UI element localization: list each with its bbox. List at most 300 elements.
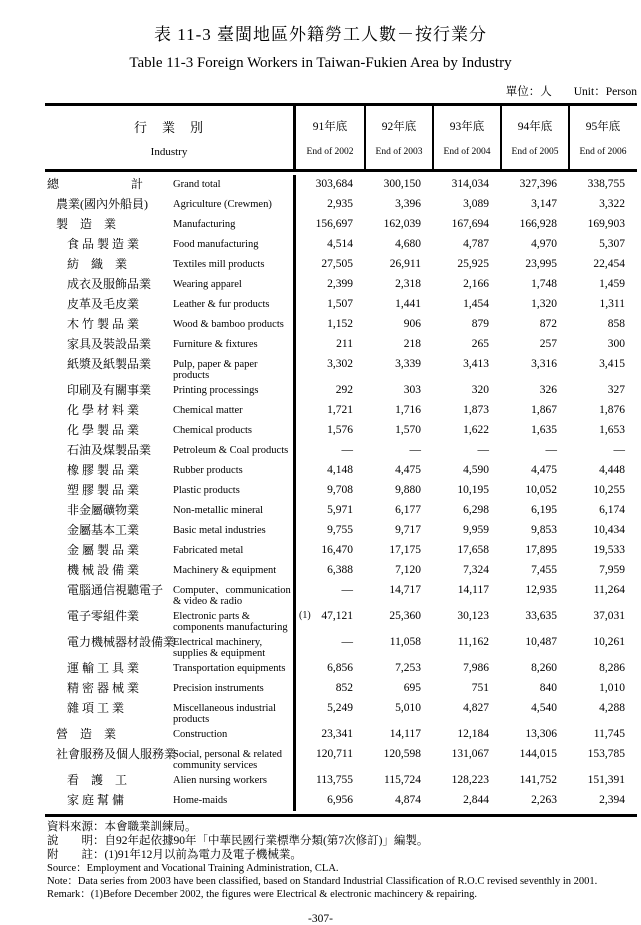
value-cell xyxy=(296,295,364,315)
value-cell xyxy=(432,561,500,581)
value-text: 10,255 xyxy=(593,484,625,496)
value-cell xyxy=(296,501,364,521)
value-cell xyxy=(296,175,364,195)
value-text: 751 xyxy=(471,682,489,694)
value-text: 23,995 xyxy=(525,258,557,270)
value-text: 25,925 xyxy=(457,258,489,270)
value-cell xyxy=(296,659,364,679)
table-row xyxy=(45,699,637,725)
value-cell xyxy=(432,461,500,481)
value-cell xyxy=(432,381,500,401)
industry-name-english: Plastic products xyxy=(173,485,240,496)
value-text: 211 xyxy=(336,338,353,350)
value-cell xyxy=(364,561,432,581)
value-cell xyxy=(500,381,568,401)
value-cell xyxy=(296,633,364,659)
value-text: 156,697 xyxy=(315,218,353,230)
value-text: 1,570 xyxy=(395,424,421,436)
value-text: 9,755 xyxy=(327,524,353,536)
value-cell xyxy=(500,581,568,607)
value-text: 327 xyxy=(607,384,625,396)
value-text: 840 xyxy=(539,682,557,694)
value-text: 13,306 xyxy=(525,728,557,740)
industry-name-english: Furniture & fixtures xyxy=(173,339,258,350)
value-cell xyxy=(500,215,568,235)
table-row xyxy=(45,195,637,215)
value-cell xyxy=(296,195,364,215)
value-text: 1,576 xyxy=(327,424,353,436)
value-cell xyxy=(432,195,500,215)
year-column-header xyxy=(364,106,432,169)
year-label-chinese: 95年底 xyxy=(585,121,621,134)
value-cell xyxy=(500,725,568,745)
value-text: 115,724 xyxy=(384,774,421,786)
table-row xyxy=(45,461,637,481)
value-cell xyxy=(364,581,432,607)
value-text: 6,388 xyxy=(327,564,353,576)
value-text: 858 xyxy=(607,318,625,330)
industry-name-english: Manufacturing xyxy=(173,219,236,230)
value-text: 47,121 xyxy=(321,610,353,622)
value-cell xyxy=(500,633,568,659)
industry-name-english: Electrical machinery, supplies & equipment xyxy=(173,637,266,659)
table-row xyxy=(45,521,637,541)
value-text: 25,360 xyxy=(389,610,421,622)
value-cell xyxy=(432,501,500,521)
value-text: 338,755 xyxy=(587,178,625,190)
value-cell xyxy=(500,607,568,633)
value-cell xyxy=(364,441,432,461)
value-text: 113,755 xyxy=(316,774,353,786)
value-cell xyxy=(296,421,364,441)
value-text: 9,717 xyxy=(395,524,421,536)
value-text: 7,324 xyxy=(463,564,489,576)
value-cell xyxy=(364,771,432,791)
value-text: 2,844 xyxy=(463,794,489,806)
table-row xyxy=(45,725,637,745)
value-cell xyxy=(296,745,364,771)
value-text: 1,721 xyxy=(327,404,353,416)
value-text: 303 xyxy=(403,384,421,396)
value-cell xyxy=(500,441,568,461)
value-cell xyxy=(500,501,568,521)
industry-name-chinese: 電力機械器材設備業 xyxy=(67,635,176,649)
table-row xyxy=(45,541,637,561)
industry-name-chinese: 紙漿及紙製品業 xyxy=(67,357,152,371)
explanation-note-chinese: 說 明：自92年起依據90年「中華民國行業標準分類(第7次修訂)」編製。 xyxy=(47,835,429,847)
industry-cell xyxy=(45,421,296,441)
value-cell xyxy=(364,335,432,355)
value-cell xyxy=(364,401,432,421)
value-cell xyxy=(296,315,364,335)
value-text: 3,415 xyxy=(599,358,625,370)
value-text: 10,434 xyxy=(593,524,625,536)
value-cell xyxy=(296,335,364,355)
value-text: 218 xyxy=(403,338,421,350)
value-cell xyxy=(568,315,636,335)
value-cell xyxy=(500,295,568,315)
industry-header-chinese: 行 業 別 xyxy=(133,119,204,135)
year-label-english: End of 2003 xyxy=(375,146,423,157)
value-cell xyxy=(500,461,568,481)
value-cell xyxy=(568,275,636,295)
value-text: 303,684 xyxy=(315,178,353,190)
value-text: 2,166 xyxy=(463,278,489,290)
table-row xyxy=(45,175,637,195)
value-text: 2,394 xyxy=(599,794,625,806)
explanation-note-english: Note：Data series from 2003 have been classified, based on Standard Industrial Classification of R.O.C revised seventhly in 2001. xyxy=(47,876,598,887)
value-cell xyxy=(296,235,364,255)
industry-name-english: Basic metal industries xyxy=(173,525,266,536)
value-cell xyxy=(364,791,432,811)
value-cell xyxy=(500,699,568,725)
industry-name-english: Wearing apparel xyxy=(173,279,242,290)
unit-label-chinese: 單位：人 xyxy=(505,86,552,98)
unit-note xyxy=(45,85,637,103)
value-text: 9,959 xyxy=(463,524,489,536)
industry-header-english: Industry xyxy=(150,146,188,159)
value-cell xyxy=(568,501,636,521)
title-english: Table 11-3 Foreign Workers in Taiwan-Fukien Area by Industry xyxy=(129,55,512,71)
value-text: 2,263 xyxy=(531,794,557,806)
value-cell xyxy=(568,581,636,607)
value-cell xyxy=(500,355,568,381)
value-text: 3,316 xyxy=(531,358,557,370)
value-cell xyxy=(568,355,636,381)
industry-cell xyxy=(45,335,296,355)
industry-cell xyxy=(45,679,296,699)
industry-name-chinese: 印刷及有關事業 xyxy=(67,383,152,397)
value-cell xyxy=(296,255,364,275)
industry-name-chinese: 木 竹 製 品 業 xyxy=(67,317,140,331)
value-cell xyxy=(568,679,636,699)
industry-name-chinese: 成衣及服飾品業 xyxy=(67,277,152,291)
industry-name-english: Grand total xyxy=(173,179,221,190)
value-cell xyxy=(364,607,432,633)
table-row xyxy=(45,561,637,581)
value-text: 3,339 xyxy=(395,358,421,370)
industry-cell xyxy=(45,275,296,295)
table-area xyxy=(45,85,637,901)
value-cell xyxy=(432,607,500,633)
value-text: 14,117 xyxy=(457,584,489,596)
value-text: 4,148 xyxy=(327,464,353,476)
value-text: 852 xyxy=(335,682,353,694)
value-cell xyxy=(296,521,364,541)
value-cell xyxy=(568,607,636,633)
table-row xyxy=(45,581,637,607)
value-text: 3,089 xyxy=(463,198,489,210)
value-text: 10,195 xyxy=(457,484,489,496)
table-row xyxy=(45,633,637,659)
value-text: 10,487 xyxy=(525,636,557,648)
value-cell xyxy=(568,659,636,679)
value-text: 3,413 xyxy=(463,358,489,370)
value-cell xyxy=(296,461,364,481)
value-text: 8,286 xyxy=(599,662,625,674)
value-cell xyxy=(364,295,432,315)
value-text: — xyxy=(341,584,353,596)
value-cell xyxy=(432,275,500,295)
value-cell xyxy=(364,659,432,679)
value-cell xyxy=(432,521,500,541)
value-text: 1,622 xyxy=(463,424,489,436)
value-text: 7,253 xyxy=(395,662,421,674)
industry-cell xyxy=(45,441,296,461)
value-text: 4,514 xyxy=(327,238,353,250)
value-cell xyxy=(500,275,568,295)
industry-name-english: Textiles mill products xyxy=(173,259,265,270)
value-text: 4,827 xyxy=(463,702,489,714)
year-label-english: End of 2006 xyxy=(579,146,627,157)
industry-name-chinese: 家具及裝設品業 xyxy=(67,337,152,351)
table-row xyxy=(45,481,637,501)
industry-name-english: Electronic parts & components manufacturing xyxy=(173,611,288,633)
value-text: 4,288 xyxy=(599,702,625,714)
value-cell xyxy=(500,659,568,679)
value-text: 1,635 xyxy=(531,424,557,436)
value-text: 4,680 xyxy=(395,238,421,250)
value-text: 167,694 xyxy=(451,218,489,230)
value-cell xyxy=(432,335,500,355)
value-cell xyxy=(432,633,500,659)
value-cell xyxy=(364,275,432,295)
table-row xyxy=(45,791,637,811)
industry-cell xyxy=(45,481,296,501)
value-text: 7,455 xyxy=(531,564,557,576)
value-text: 4,540 xyxy=(531,702,557,714)
year-label-chinese: 93年底 xyxy=(449,121,485,134)
value-text: 1,311 xyxy=(599,298,625,310)
industry-name-chinese: 皮革及毛皮業 xyxy=(67,297,140,311)
industry-cell xyxy=(45,381,296,401)
value-cell xyxy=(500,521,568,541)
value-text: 120,711 xyxy=(316,748,353,760)
value-text: 120,598 xyxy=(383,748,421,760)
industry-cell xyxy=(45,215,296,235)
industry-name-chinese: 精 密 器 械 業 xyxy=(67,681,140,695)
year-column-headers xyxy=(296,106,637,169)
remark-note-chinese: 附 註：(1)91年12月以前為電力及電子機械業。 xyxy=(47,849,302,861)
value-text: 166,928 xyxy=(519,218,557,230)
page-number: -307- xyxy=(308,913,333,925)
value-cell xyxy=(364,501,432,521)
value-text: 14,717 xyxy=(389,584,421,596)
value-text: — xyxy=(409,444,421,456)
value-text: 314,034 xyxy=(451,178,489,190)
industry-name-english: Wood & bamboo products xyxy=(173,319,284,330)
value-text: — xyxy=(477,444,489,456)
industry-name-english: Leather & fur products xyxy=(173,299,270,310)
value-cell xyxy=(296,561,364,581)
year-label-english: End of 2002 xyxy=(306,146,354,157)
value-cell xyxy=(296,699,364,725)
industry-cell xyxy=(45,745,296,771)
value-text: 5,249 xyxy=(327,702,353,714)
value-text: 6,298 xyxy=(463,504,489,516)
industry-name-chinese: 雜 項 工 業 xyxy=(67,701,125,715)
value-text: 4,590 xyxy=(463,464,489,476)
value-cell xyxy=(296,771,364,791)
year-label-english: End of 2005 xyxy=(511,146,559,157)
industry-name-chinese: 化 學 材 料 業 xyxy=(67,403,140,417)
value-text: 4,475 xyxy=(395,464,421,476)
table-row xyxy=(45,235,637,255)
value-cell xyxy=(364,421,432,441)
value-text: 141,752 xyxy=(519,774,557,786)
industry-name-chinese: 家 庭 幫 傭 xyxy=(67,793,125,807)
industry-name-chinese: 電腦通信視聽電子 xyxy=(67,583,164,597)
table-row xyxy=(45,501,637,521)
industry-name-chinese: 總 計 xyxy=(47,177,144,191)
footnote-marker: (1) xyxy=(299,610,311,621)
value-text: 6,177 xyxy=(395,504,421,516)
value-cell xyxy=(500,255,568,275)
industry-name-chinese: 非金屬礦物業 xyxy=(67,503,140,517)
value-text: 12,184 xyxy=(457,728,489,740)
value-text: 1,441 xyxy=(395,298,421,310)
value-cell xyxy=(364,175,432,195)
industry-cell xyxy=(45,659,296,679)
table-row xyxy=(45,607,637,633)
data-table xyxy=(45,103,637,817)
value-text: 11,264 xyxy=(593,584,625,596)
industry-name-english: Computer、communication & video & radio xyxy=(173,585,291,607)
value-text: 4,787 xyxy=(463,238,489,250)
value-cell xyxy=(432,725,500,745)
value-cell xyxy=(568,401,636,421)
industry-cell xyxy=(45,255,296,275)
value-cell xyxy=(296,725,364,745)
remark-note-english: Remark：(1)Before December 2002, the figures were Electrical & electronic machincery & repairing. xyxy=(47,889,478,900)
value-text: 695 xyxy=(403,682,421,694)
value-text: 1,454 xyxy=(463,298,489,310)
value-text: 1,876 xyxy=(599,404,625,416)
value-text: — xyxy=(341,444,353,456)
value-cell xyxy=(500,175,568,195)
value-cell xyxy=(568,561,636,581)
table-row xyxy=(45,295,637,315)
value-cell xyxy=(364,699,432,725)
value-text: 292 xyxy=(335,384,353,396)
value-text: 906 xyxy=(403,318,421,330)
value-cell xyxy=(500,561,568,581)
value-cell xyxy=(432,581,500,607)
table-footnotes xyxy=(45,820,637,901)
value-cell xyxy=(364,521,432,541)
value-text: 879 xyxy=(471,318,489,330)
value-text: 17,895 xyxy=(525,544,557,556)
value-text: 33,635 xyxy=(525,610,557,622)
value-text: 872 xyxy=(539,318,557,330)
value-cell xyxy=(568,771,636,791)
value-text: — xyxy=(341,636,353,648)
industry-name-english: Miscellaneous industrial products xyxy=(173,703,276,725)
value-text: 6,856 xyxy=(327,662,353,674)
value-cell xyxy=(296,481,364,501)
value-cell xyxy=(432,771,500,791)
value-cell xyxy=(432,421,500,441)
value-text: 1,867 xyxy=(531,404,557,416)
table-row xyxy=(45,381,637,401)
table-row xyxy=(45,421,637,441)
year-label-english: End of 2004 xyxy=(443,146,491,157)
value-text: 5,971 xyxy=(327,504,353,516)
value-cell xyxy=(568,175,636,195)
value-text: 7,959 xyxy=(599,564,625,576)
value-text: 320 xyxy=(471,384,489,396)
value-cell xyxy=(364,461,432,481)
table-row xyxy=(45,441,637,461)
table-row xyxy=(45,335,637,355)
value-text: 23,341 xyxy=(321,728,353,740)
value-text: 169,903 xyxy=(587,218,625,230)
value-cell xyxy=(568,541,636,561)
industry-name-chinese: 製 造 業 xyxy=(56,217,117,231)
value-cell xyxy=(296,679,364,699)
value-text: 3,396 xyxy=(395,198,421,210)
value-cell xyxy=(432,315,500,335)
table-row xyxy=(45,275,637,295)
value-cell xyxy=(432,699,500,725)
value-cell xyxy=(296,441,364,461)
value-cell xyxy=(500,481,568,501)
value-text: 4,874 xyxy=(395,794,421,806)
industry-name-chinese: 金 屬 製 品 業 xyxy=(67,543,140,557)
industry-name-chinese: 塑 膠 製 品 業 xyxy=(67,483,140,497)
value-text: 4,475 xyxy=(531,464,557,476)
value-text: 300 xyxy=(607,338,625,350)
value-cell xyxy=(568,235,636,255)
value-cell xyxy=(432,355,500,381)
title-chinese: 表 11-3 臺閩地區外籍勞工人數－按行業分 xyxy=(153,25,488,44)
value-text: 17,658 xyxy=(457,544,489,556)
value-cell xyxy=(432,659,500,679)
value-cell xyxy=(432,215,500,235)
value-cell xyxy=(568,521,636,541)
value-text: 2,935 xyxy=(327,198,353,210)
industry-cell xyxy=(45,541,296,561)
value-text: 12,935 xyxy=(525,584,557,596)
value-text: 7,986 xyxy=(463,662,489,674)
table-header xyxy=(45,106,637,172)
value-cell xyxy=(432,791,500,811)
value-cell xyxy=(568,215,636,235)
value-text: 5,307 xyxy=(599,238,625,250)
value-text: 10,261 xyxy=(593,636,625,648)
value-text: 131,067 xyxy=(451,748,489,760)
industry-name-english: Food manufacturing xyxy=(173,239,259,250)
value-text: 9,880 xyxy=(395,484,421,496)
value-text: 1,716 xyxy=(395,404,421,416)
value-text: 26,911 xyxy=(389,258,421,270)
value-cell xyxy=(432,401,500,421)
value-text: 30,123 xyxy=(457,610,489,622)
table-row xyxy=(45,255,637,275)
value-cell xyxy=(364,315,432,335)
industry-name-chinese: 化 學 製 品 業 xyxy=(67,423,140,437)
value-text: 6,174 xyxy=(599,504,625,516)
value-cell xyxy=(296,607,364,633)
value-text: 9,853 xyxy=(531,524,557,536)
value-cell xyxy=(432,255,500,275)
year-column-header xyxy=(568,106,636,169)
value-cell xyxy=(500,315,568,335)
industry-cell xyxy=(45,315,296,335)
industry-cell xyxy=(45,633,296,659)
value-text: 4,970 xyxy=(531,238,557,250)
industry-cell xyxy=(45,521,296,541)
